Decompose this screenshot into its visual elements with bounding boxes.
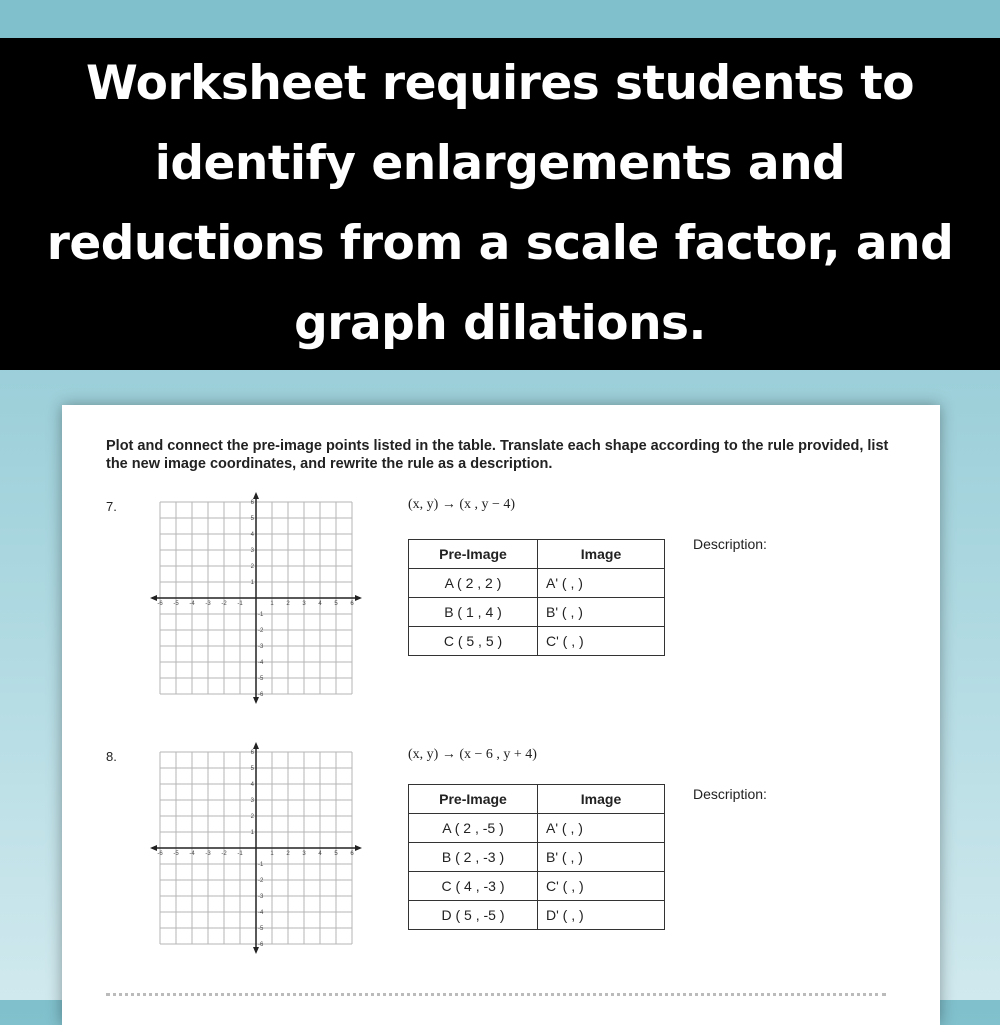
y-tick-label: 6 <box>250 500 254 506</box>
y-tick-label: -3 <box>258 644 264 650</box>
x-tick-label: -2 <box>221 851 227 857</box>
image-cell[interactable]: A' ( , ) <box>538 569 665 598</box>
y-tick-label: -4 <box>258 910 264 916</box>
x-axis-arrow-right <box>355 595 362 601</box>
x-tick-label: -6 <box>157 851 163 857</box>
x-tick-label: 2 <box>286 601 290 607</box>
table-header-image: Image <box>538 785 665 814</box>
translation-rule: (x, y) → (x , y − 4) <box>408 497 516 512</box>
y-tick-label: 1 <box>250 830 254 836</box>
table-row <box>409 569 665 598</box>
y-tick-label: 4 <box>250 532 254 538</box>
y-tick-label: -3 <box>258 894 264 900</box>
y-tick-label: 3 <box>250 798 254 804</box>
coordinate-grid[interactable] <box>148 739 368 961</box>
image-cell[interactable]: D' ( , ) <box>538 901 665 930</box>
table-row <box>409 598 665 627</box>
x-tick-label: -2 <box>221 601 227 607</box>
pre-image-cell: A ( 2 , -5 ) <box>409 814 538 843</box>
description-label: Description: <box>693 786 767 802</box>
y-tick-label: 4 <box>250 782 254 788</box>
description-label: Description: <box>693 536 767 552</box>
pre-image-cell: B ( 1 , 4 ) <box>409 598 538 627</box>
y-tick-label: 2 <box>250 814 254 820</box>
table-row <box>409 843 665 872</box>
x-tick-label: 1 <box>270 601 274 607</box>
y-axis-arrow-up <box>253 742 259 749</box>
x-tick-label: 5 <box>334 851 338 857</box>
image-cell[interactable]: C' ( , ) <box>538 627 665 656</box>
x-tick-label: -3 <box>205 851 211 857</box>
image-cell[interactable]: A' ( , ) <box>538 814 665 843</box>
y-tick-label: -2 <box>258 628 264 634</box>
image-cell[interactable]: C' ( , ) <box>538 872 665 901</box>
y-tick-label: -1 <box>258 612 264 618</box>
x-tick-label: 4 <box>318 601 322 607</box>
banner <box>0 38 1000 370</box>
table-row <box>409 872 665 901</box>
x-tick-label: -5 <box>173 601 179 607</box>
table-row <box>409 814 665 843</box>
banner-title: Worksheet requires students to identify enlargements and reductions from a scale factor, and graph dilations. <box>46 56 954 351</box>
image-cell[interactable]: B' ( , ) <box>538 843 665 872</box>
table-header-image: Image <box>538 540 665 569</box>
y-tick-label: 1 <box>250 580 254 586</box>
table-header-pre-image: Pre-Image <box>409 540 538 569</box>
coordinates-table <box>408 539 665 656</box>
table-row <box>409 627 665 656</box>
y-tick-label: -5 <box>258 676 264 682</box>
pre-image-cell: B ( 2 , -3 ) <box>409 843 538 872</box>
top-strip <box>0 0 1000 38</box>
y-tick-label: 5 <box>250 516 254 522</box>
x-axis-arrow-left <box>150 595 157 601</box>
y-tick-label: -4 <box>258 660 264 666</box>
x-axis-arrow-right <box>355 845 362 851</box>
x-tick-label: 1 <box>270 851 274 857</box>
pre-image-cell: C ( 5 , 5 ) <box>409 627 538 656</box>
x-tick-label: -6 <box>157 601 163 607</box>
y-tick-label: -6 <box>258 692 264 698</box>
x-tick-label: -5 <box>173 851 179 857</box>
pre-image-cell: C ( 4 , -3 ) <box>409 872 538 901</box>
x-tick-label: -3 <box>205 601 211 607</box>
x-tick-label: 6 <box>350 851 354 857</box>
x-tick-label: -1 <box>237 601 243 607</box>
x-tick-label: -1 <box>237 851 243 857</box>
coordinates-table <box>408 784 665 930</box>
y-tick-label: -1 <box>258 862 264 868</box>
x-tick-label: 6 <box>350 601 354 607</box>
table-row <box>409 901 665 930</box>
pre-image-cell: A ( 2 , 2 ) <box>409 569 538 598</box>
y-tick-label: 3 <box>250 548 254 554</box>
y-tick-label: -5 <box>258 926 264 932</box>
y-axis-arrow-down <box>253 697 259 704</box>
next-section-cutoff <box>106 993 886 1008</box>
x-tick-label: 4 <box>318 851 322 857</box>
x-axis-arrow-left <box>150 845 157 851</box>
y-tick-label: -2 <box>258 878 264 884</box>
y-axis-arrow-up <box>253 492 259 499</box>
pre-image-cell: D ( 5 , -5 ) <box>409 901 538 930</box>
y-tick-label: 6 <box>250 750 254 756</box>
y-tick-label: 5 <box>250 766 254 772</box>
y-tick-label: 2 <box>250 564 254 570</box>
problem-number: 8. <box>106 749 117 764</box>
translation-rule: (x, y) → (x − 6 , y + 4) <box>408 747 537 762</box>
table-header-pre-image: Pre-Image <box>409 785 538 814</box>
x-tick-label: 3 <box>302 851 306 857</box>
x-tick-label: 5 <box>334 601 338 607</box>
x-tick-label: -4 <box>189 851 195 857</box>
x-tick-label: -4 <box>189 601 195 607</box>
y-axis-arrow-down <box>253 947 259 954</box>
worksheet-page <box>62 405 940 1025</box>
problem-number: 7. <box>106 499 117 514</box>
image-cell[interactable]: B' ( , ) <box>538 598 665 627</box>
x-tick-label: 2 <box>286 851 290 857</box>
x-tick-label: 3 <box>302 601 306 607</box>
y-tick-label: -6 <box>258 942 264 948</box>
worksheet-instructions: Plot and connect the pre-image points listed in the table. Translate each shape according to the rule provided, list the new image coordinates, and rewrite the rule as a description. <box>106 438 889 472</box>
coordinate-grid[interactable] <box>148 489 368 711</box>
